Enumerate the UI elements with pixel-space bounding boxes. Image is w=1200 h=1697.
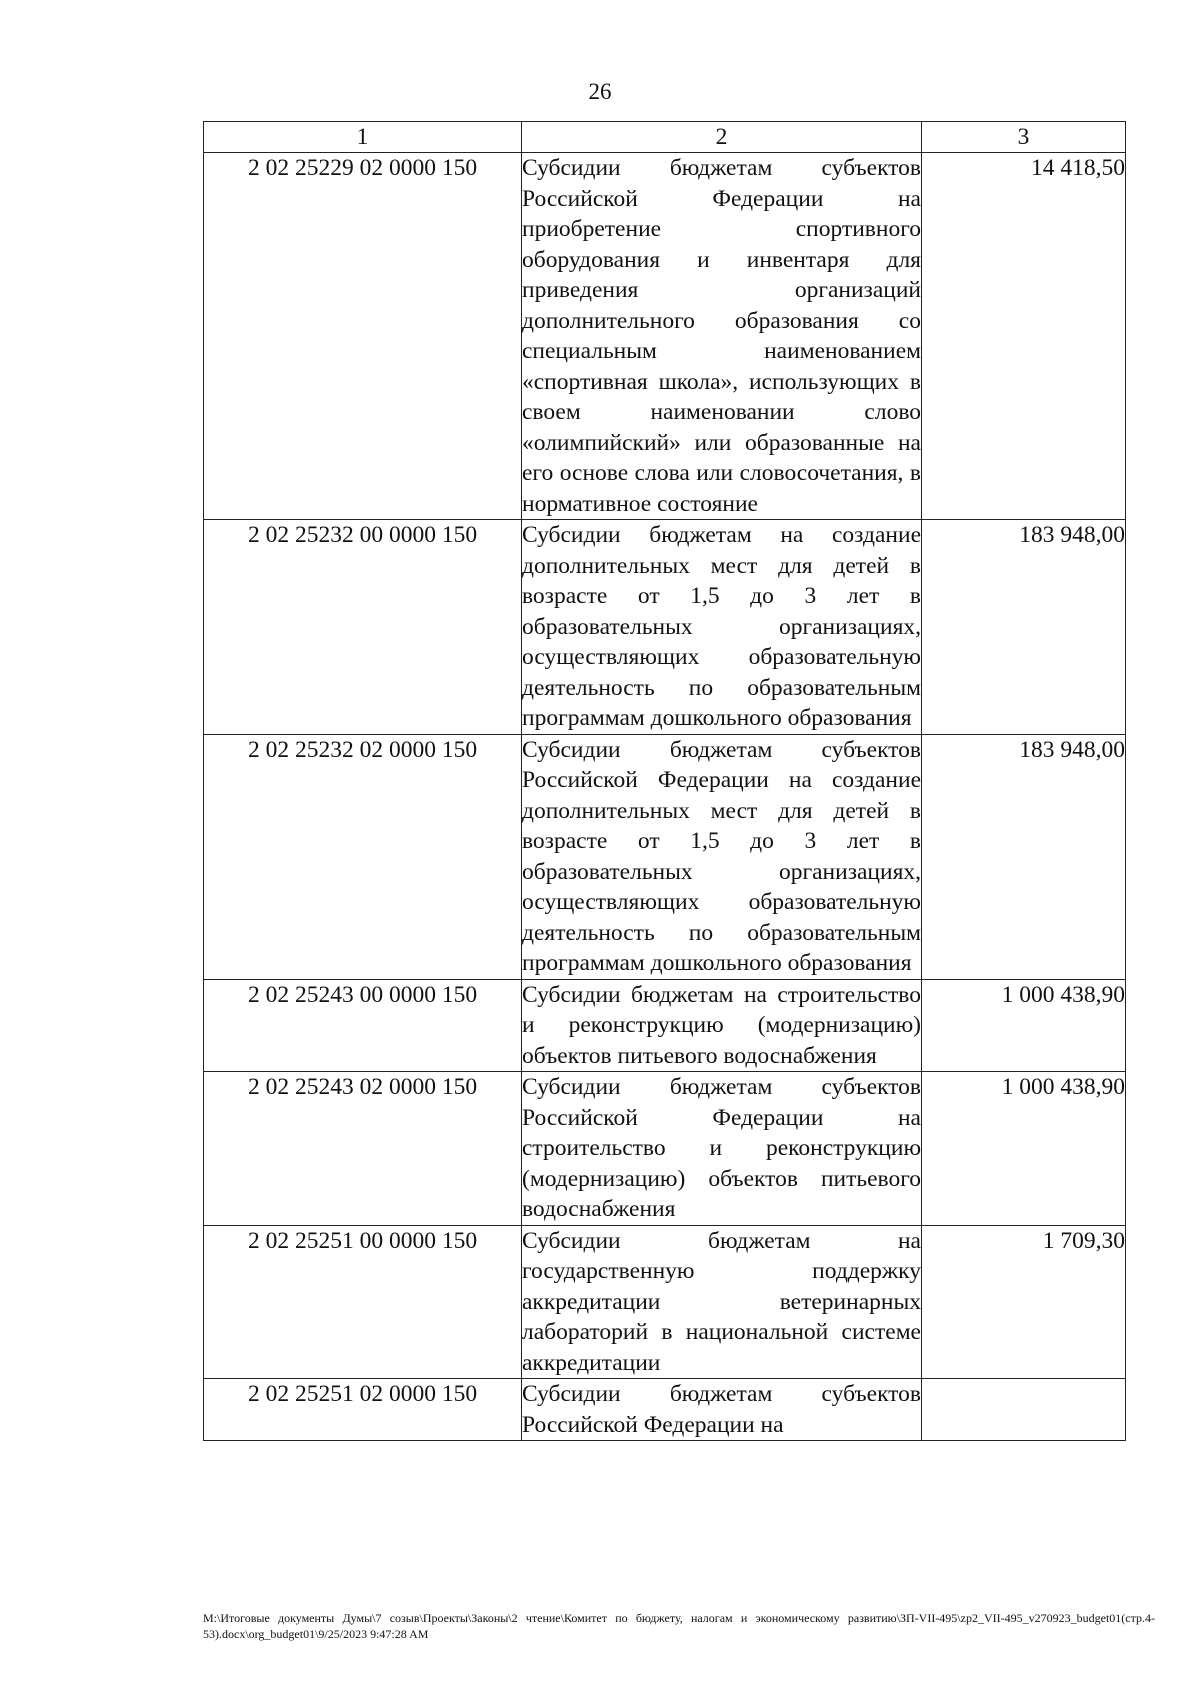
table-row [204,520,1126,735]
budget-table [203,121,1126,1441]
row-amount: 183 948,00 [922,520,1126,735]
page-number: 26 [588,79,612,104]
table-row [204,979,1126,1072]
table-row [204,1072,1126,1226]
row-description: Субсидии бюджетам субъектов Российской Федерации на строительство и реконструкцию (модернизацию) объектов питьевого водоснабжения [522,1072,922,1226]
row-code: 2 02 25251 02 0000 150 [204,1379,522,1441]
table-row [204,734,1126,979]
row-code: 2 02 25243 00 0000 150 [204,979,522,1072]
row-code: 2 02 25243 02 0000 150 [204,1072,522,1226]
row-code: 2 02 25232 00 0000 150 [204,520,522,735]
column-header-amount: 3 [922,122,1126,153]
row-amount: 183 948,00 [922,734,1126,979]
row-description: Субсидии бюджетам на государственную поддержку аккредитации ветеринарных лабораторий в национальной системе аккредитации [522,1225,922,1379]
row-amount: 1 000 438,90 [922,1072,1126,1226]
table-row [204,153,1126,520]
row-amount [922,1379,1126,1441]
row-description: Субсидии бюджетам на создание дополнительных мест для детей в возрасте от 1,5 до 3 лет в образовательных организациях, осуществляющих образовательную деятельность по образовательным программам дошкольного образования [522,520,922,735]
row-amount: 1 709,30 [922,1225,1126,1379]
row-description: Субсидии бюджетам субъектов Российской Федерации на создание дополнительных мест для детей в возрасте от 1,5 до 3 лет в образовательных организациях, осуществляющих образовательную деятельность по образовательным программам дошкольного образования [522,734,922,979]
table-row [204,1225,1126,1379]
column-header-description: 2 [522,122,922,153]
row-description: Субсидии бюджетам субъектов Российской Федерации на приобретение спортивного оборудования и инвентаря для приведения организаций дополнительного образования со специальным наименованием «спортивная школа», использующих в своем наименовании слово «олимпийский» или образованные на его основе слова или словосочетания, в нормативное состояние [522,153,922,520]
row-description: Субсидии бюджетам на строительство и реконструкцию (модернизацию) объектов питьевого водоснабжения [522,979,922,1072]
file-path-footer: M:\Итоговые документы Думы\7 созыв\Проекты\Законы\2 чтение\Комитет по бюджету, налогам и экономическому развитию\ЗП-VII-495\zp2_VII-495_v270923_budget01(стр.4-53).docx\org_budget01\9/25/2023 9:47:28 AM [203,1611,1155,1641]
row-code: 2 02 25251 00 0000 150 [204,1225,522,1379]
row-code: 2 02 25232 02 0000 150 [204,734,522,979]
table-row [204,1379,1126,1441]
row-description: Субсидии бюджетам субъектов Российской Федерации на [522,1379,922,1441]
row-amount: 1 000 438,90 [922,979,1126,1072]
row-amount: 14 418,50 [922,153,1126,520]
row-code: 2 02 25229 02 0000 150 [204,153,522,520]
table-header-row [204,122,1126,153]
column-header-code: 1 [204,122,522,153]
